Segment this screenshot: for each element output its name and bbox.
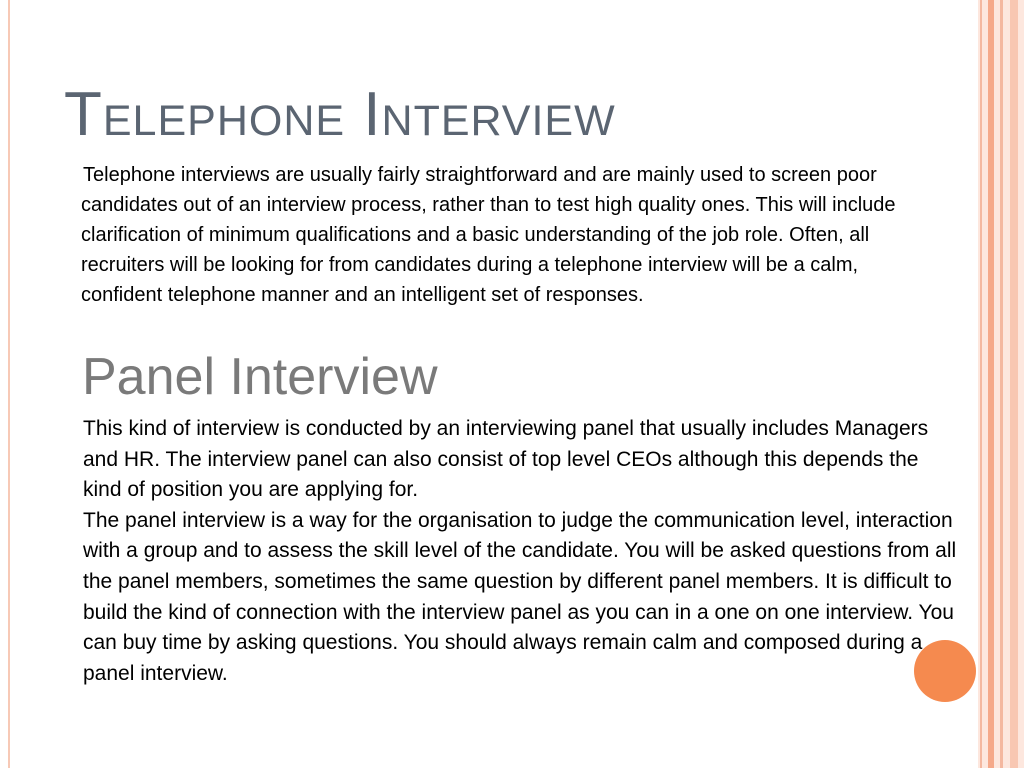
telephone-interview-heading: Telephone Interview [64, 80, 616, 149]
panel-interview-text [83, 414, 957, 689]
right-stripe-4 [1010, 0, 1018, 768]
right-stripe-2 [988, 0, 994, 768]
right-stripe-3 [1000, 0, 1003, 768]
panel-interview-paragraph-2: The panel interview is a way for the organisation to judge the communication level, interaction with a group and to assess the skill level of the candidate. You will be asked questions from all the panel members, sometimes the same question by different panel members. It is difficult to build the kind of connection with the interview panel as you can in a one on one interview. You can buy time by asking questions. You should always remain calm and composed during a panel interview. [83, 508, 957, 685]
telephone-interview-text: Telephone interviews are usually fairly straightforward and are mainly used to screen poor candidates out of an interview process, rather than to test high quality ones. This will include clarification of minimum qualifications and a basic understanding of the job role. Often, all recruiters will be looking for from candidates during a telephone interview will be a calm, confident telephone manner and an intelligent set of responses. [81, 164, 896, 306]
panel-interview-paragraph-1: This kind of interview is conducted by an interviewing panel that usually includes Managers and HR. The interview panel can also consist of top level CEOs although this depends the kind of position you are applying for. [83, 417, 929, 502]
left-frame-line [8, 0, 10, 768]
orange-circle-decoration [914, 640, 976, 702]
panel-interview-heading: Panel Interview [82, 348, 438, 406]
right-stripe-1 [980, 0, 982, 768]
